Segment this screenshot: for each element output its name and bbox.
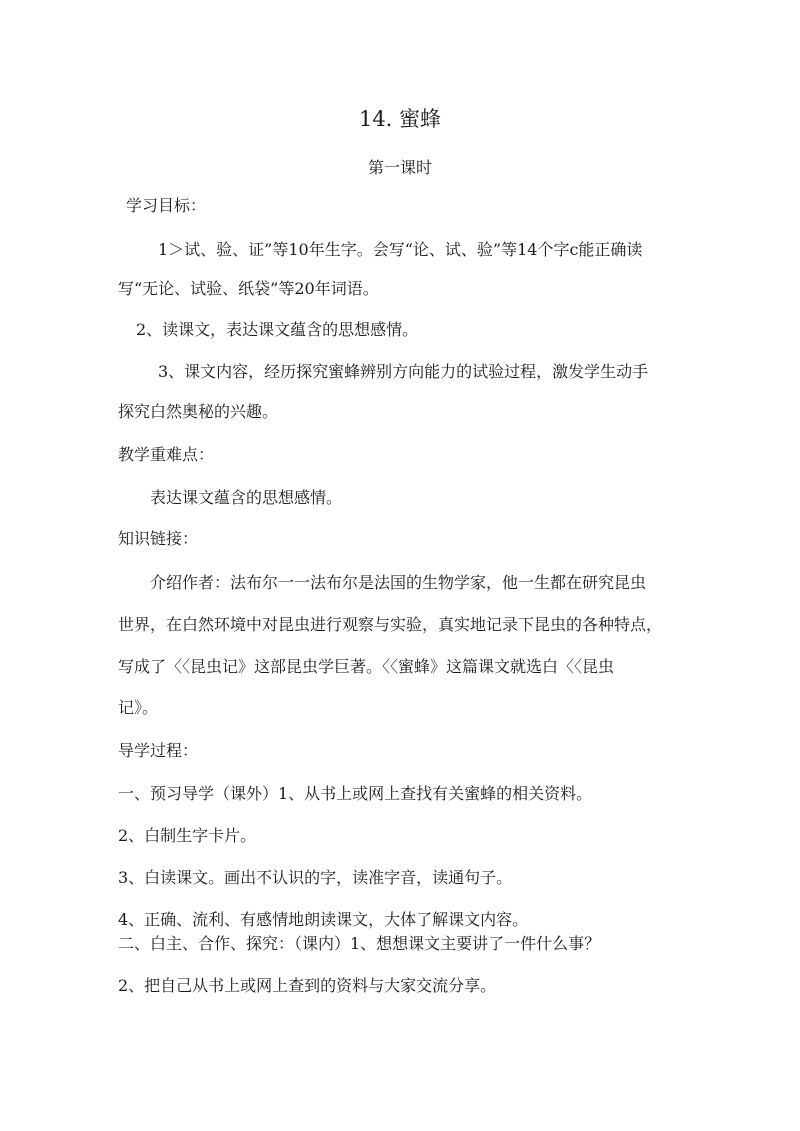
paragraph-line: 记》。: [118, 698, 159, 717]
paragraph-line: 3、白读课文。画出不认识的字，读准字音，读通句子。: [118, 868, 513, 887]
paragraph-line: 探究白然奥秘的兴趣。: [118, 402, 279, 421]
section-heading-learning-goals: 学习目标：: [126, 196, 207, 215]
paragraph-line: 2、读课文，表达课文蕴含的思想感情。: [136, 320, 419, 339]
paragraph-line: 表达课文蕴含的思想感情。: [150, 488, 343, 507]
paragraph-line: 1＞试、验、证”等10年生字。会写“论、试、验”等14个字c能正确读: [158, 240, 643, 259]
paragraph-line: 4、正确、流利、有感情地朗读课文，大体了解课文内容。: [118, 910, 529, 929]
paragraph-line: 3、课文内容，经历探究蜜蜂辨别方向能力的试验过程，激发学生动手: [158, 362, 649, 381]
paragraph-line: 世界，在白然环境中对昆虫进行观察与实验，真实地记录下昆虫的各种特点，: [118, 615, 663, 634]
document-title: 14. 蜜蜂: [358, 107, 442, 131]
paragraph-line: 2、把自己从书上或网上查到的资料与大家交流分享。: [118, 976, 497, 995]
paragraph-line: 2、白制生字卡片。: [118, 826, 257, 845]
section-heading-key-points: 教学重难点：: [118, 445, 215, 464]
section-heading-knowledge-link: 知识链接：: [118, 529, 199, 548]
paragraph-line: 写“无论、试验、纸袋”等20年词语。: [118, 279, 379, 298]
paragraph-line: 写成了〈〈昆虫记》这部昆虫学巨著。〈〈蜜蜂》这篇课文就选白〈〈昆虫: [118, 657, 615, 676]
section-heading-guided-process: 导学过程：: [118, 741, 199, 760]
document-subtitle: 第一课时: [367, 158, 432, 177]
paragraph-line: 介绍作者：法布尔一一法布尔是法国的生物学家，他一生都在研究昆虫: [150, 573, 647, 592]
paragraph-line: 二、白主、合作、探究：（课内）1、想想课文主要讲了一件什么事？: [118, 934, 601, 953]
paragraph-line: 一、预习导学（课外）1、从书上或网上查找有关蜜蜂的相关资料。: [118, 784, 593, 803]
